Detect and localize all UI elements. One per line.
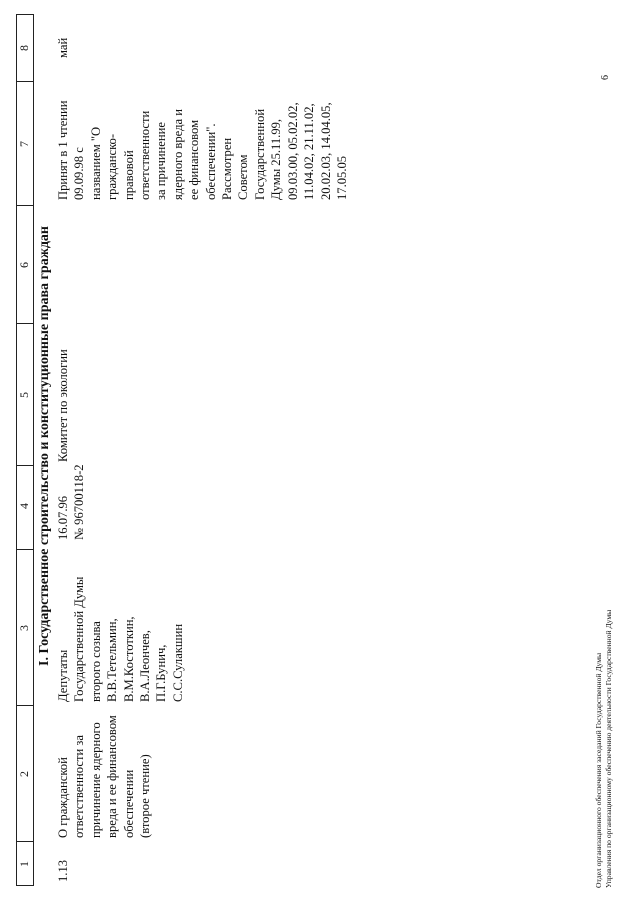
table-left-border — [16, 885, 33, 886]
column-number-2: 2 — [17, 771, 31, 777]
column-number-1: 1 — [17, 861, 31, 867]
consideration-status: Принят в 1 чтении 09.09.98 с названием "О гражданско- правовой ответственности за причинение ядерного вреда и ее финансовом обеспечении". Рассмотрен Советом Государственной Думы 25.11.99, 09.03.00, 05.02.02, 11.04.02, 21.11.02, 20.02.03, 14.04.05, 17.05.05 — [56, 100, 349, 200]
col-divider-1 — [16, 841, 33, 842]
planned-period: май — [56, 37, 70, 58]
responsible-committee: Комитет по экологии — [56, 349, 70, 462]
column-number-4: 4 — [17, 503, 31, 509]
footer-directorate: Управления по организационному обеспечению деятельности Государственной Думы — [604, 609, 613, 888]
column-number-5: 5 — [17, 392, 31, 398]
column-number-8: 8 — [17, 45, 31, 51]
col-divider-7 — [16, 81, 33, 82]
registration-number: № 96700118-2 — [72, 464, 87, 540]
submission-info — [55, 464, 88, 540]
footer-department: Отдел организационного обеспечения заседаний Государственной Думы — [594, 652, 603, 888]
col-divider-2 — [16, 705, 33, 706]
row-number: 1.13 — [56, 859, 70, 882]
col-divider-3 — [16, 549, 33, 550]
bill-title: О гражданской ответственности за причинение ядерного вреда и ее финансовом обеспечении (второе чтение) — [56, 715, 153, 838]
col-divider-6 — [16, 205, 33, 206]
table-right-border — [16, 14, 33, 15]
column-number-3: 3 — [17, 625, 31, 631]
header-row-divider — [33, 14, 34, 886]
submission-date: 16.07.96 — [56, 495, 70, 540]
column-number-7: 7 — [17, 141, 31, 147]
column-number-6: 6 — [17, 262, 31, 268]
col-divider-5 — [16, 323, 33, 324]
col-divider-4 — [16, 465, 33, 466]
page-number: 6 — [600, 75, 611, 80]
bill-authors: Депутаты Государственной Думы второго созыва В.В.Тетельмин, В.М.Костоткин, В.А.Леончев, П.Г.Бунич, С.С.Сулакшин — [56, 576, 185, 702]
section-title: I. Государственное строительство и конституционные права граждан — [37, 225, 52, 666]
